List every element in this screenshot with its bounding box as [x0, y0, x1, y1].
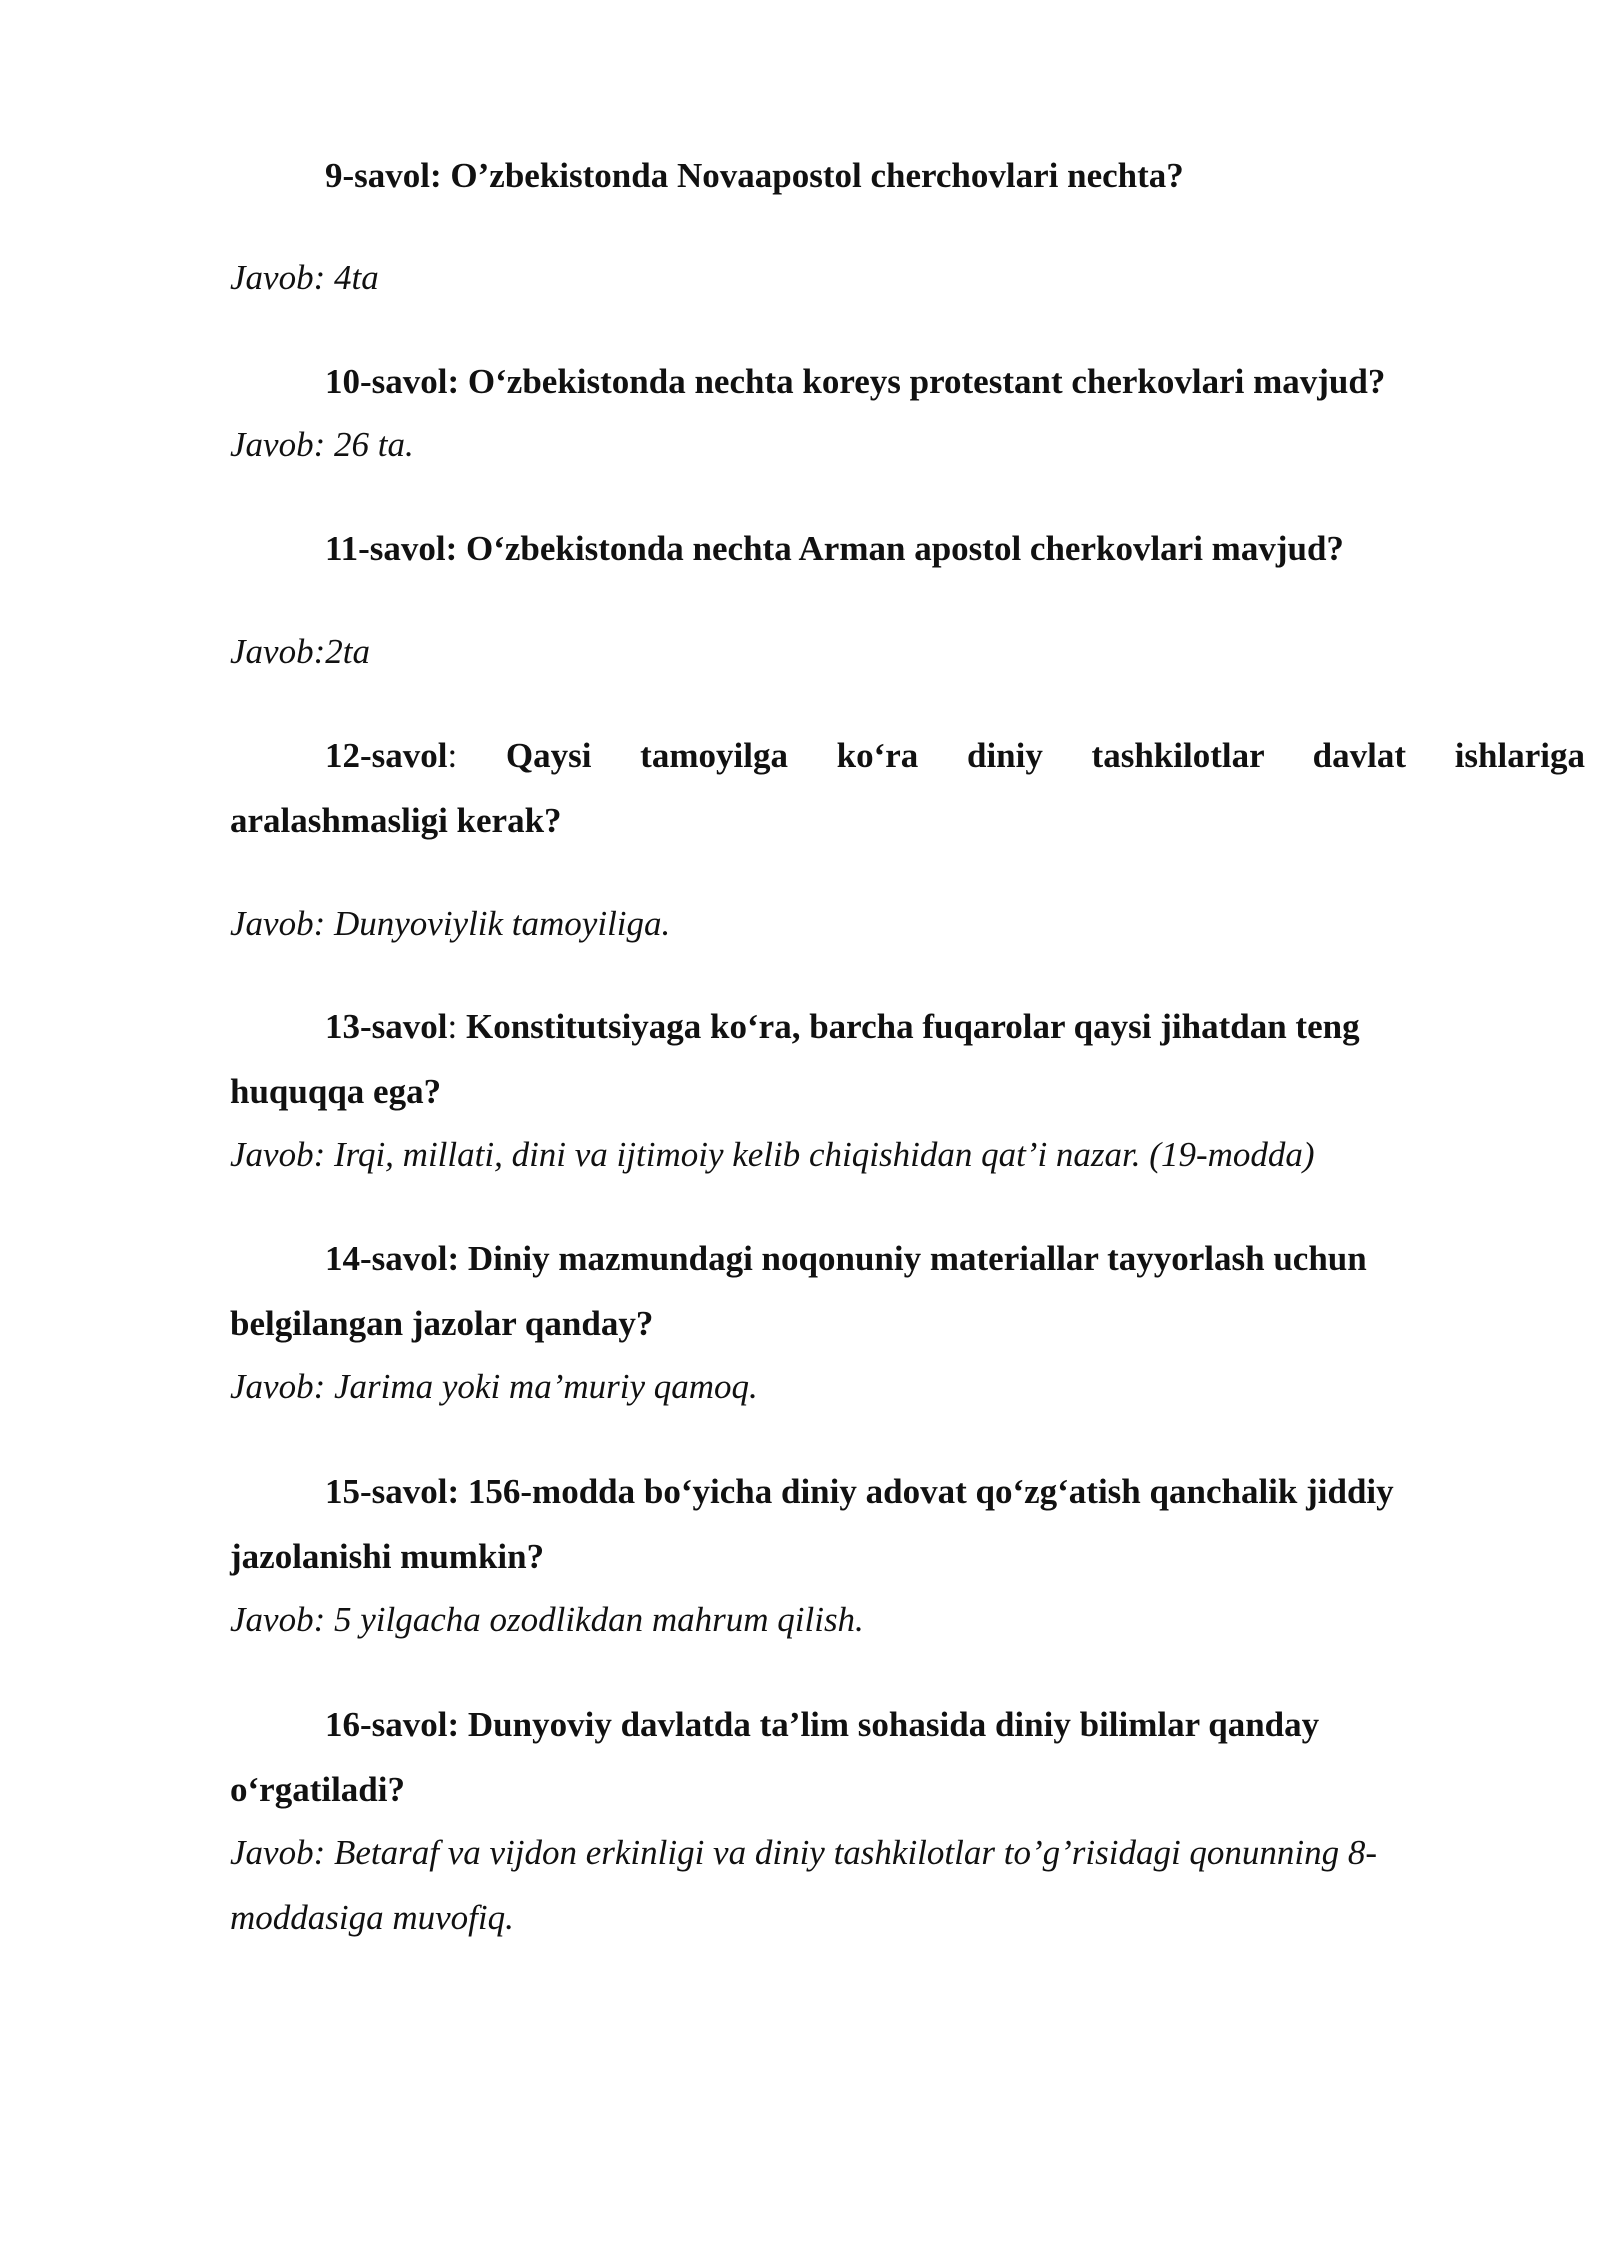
question-colon: :	[447, 736, 458, 775]
question-label: 11-savol:	[325, 529, 458, 568]
question-text: O’zbekistonda Novaapostol cherchovlari nechta?	[441, 156, 1184, 195]
question-14	[230, 1239, 1585, 1279]
question-text: Diniy mazmundagi noqonuniy materiallar tayyorlash uchun	[459, 1239, 1367, 1278]
answer-9: Javob: 4ta	[230, 258, 379, 297]
question-text: O‘zbekistonda nechta koreys protestant cherkovlari mavjud?	[459, 362, 1386, 401]
question-13	[230, 1007, 1585, 1047]
question-16	[230, 1705, 1585, 1745]
question-label: 9-savol:	[325, 156, 442, 195]
question-text: Konstitutsiyaga ko‘ra, barcha fuqarolar qaysi jihatdan teng	[457, 1007, 1360, 1046]
question-text: O‘zbekistonda nechta Arman apostol cherkovlari mavjud?	[457, 529, 1344, 568]
question-colon: :	[447, 1007, 458, 1046]
question-10	[230, 362, 1585, 402]
question-label: 12-savol	[325, 736, 448, 775]
answer-15: Javob: 5 yilgacha ozodlikdan mahrum qilish.	[230, 1600, 864, 1639]
answer-16-continued: moddasiga muvofiq.	[230, 1898, 514, 1937]
answer-13: Javob: Irqi, millati, dini va ijtimoiy kelib chiqishidan qat’i nazar. (19-modda)	[230, 1135, 1315, 1174]
question-label: 15-savol:	[325, 1472, 460, 1511]
question-16-continued: o‘rgatiladi?	[230, 1770, 405, 1809]
question-text: 156-modda bo‘yicha diniy adovat qo‘zg‘atish qanchalik jiddiy	[459, 1472, 1394, 1511]
question-15-continued: jazolanishi mumkin?	[230, 1537, 545, 1576]
question-label: 14-savol:	[325, 1239, 460, 1278]
answer-14: Javob: Jarima yoki ma’muriy qamoq.	[230, 1367, 758, 1406]
answer-16: Javob: Betaraf va vijdon erkinligi va diniy tashkilotlar to’g’risidagi qonunning 8-	[230, 1833, 1378, 1872]
question-text: Dunyoviy davlatda ta’lim sohasida diniy bilimlar qanday	[459, 1705, 1320, 1744]
question-label: 16-savol:	[325, 1705, 460, 1744]
question-12-continued: aralashmasligi kerak?	[230, 801, 562, 840]
question-15	[230, 1472, 1585, 1512]
question-13-continued: huquqqa ega?	[230, 1072, 442, 1111]
question-12	[230, 736, 1585, 776]
question-text: Qaysi tamoyilga ko‘ra diniy tashkilotlar davlat ishlariga	[457, 736, 1585, 775]
answer-10: Javob: 26 ta.	[230, 425, 414, 464]
question-14-continued: belgilangan jazolar qanday?	[230, 1304, 654, 1343]
question-label: 10-savol:	[325, 362, 460, 401]
answer-11: Javob:2ta	[230, 632, 370, 671]
question-9	[230, 156, 1585, 196]
question-11	[230, 529, 1585, 569]
question-label: 13-savol	[325, 1007, 448, 1046]
answer-12: Javob: Dunyoviylik tamoyiliga.	[230, 904, 671, 943]
